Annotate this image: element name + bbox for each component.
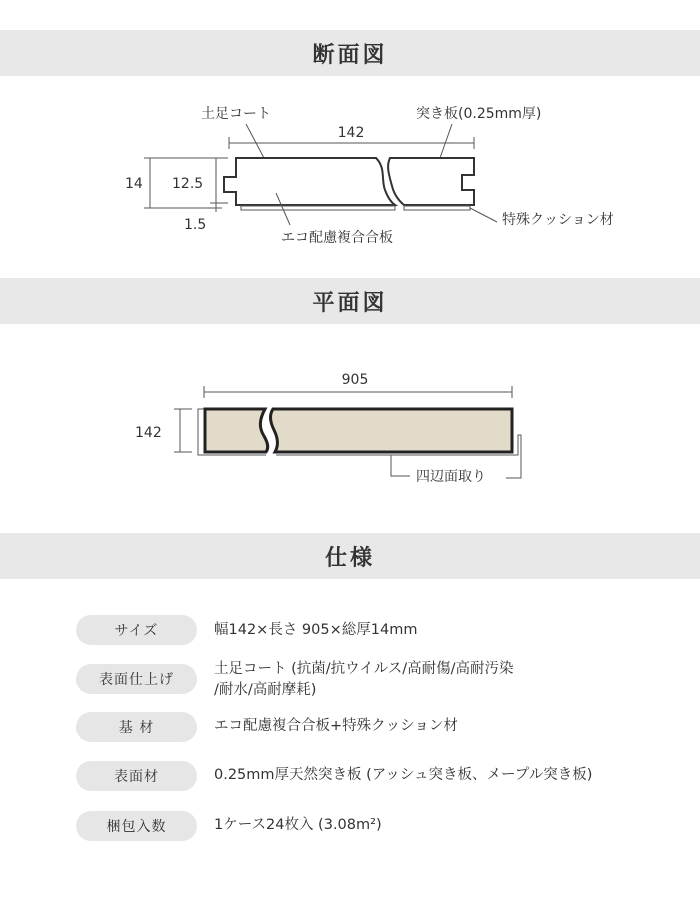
spec-label-surface: 表面材 — [76, 761, 197, 791]
floor-coat-leader — [246, 124, 264, 158]
cushion-layer-left — [241, 206, 395, 210]
cushion-label: 特殊クッション材 — [502, 212, 614, 228]
spec-value-surface: 0.25mm厚天然突き板 (アッシュ突き板、メープル突き板) — [214, 767, 593, 783]
spec-value-base: エコ配慮複合合板+特殊クッション材 — [214, 718, 458, 734]
spec-header — [0, 533, 700, 579]
plan-board-left — [205, 409, 268, 452]
cross-section-header — [0, 30, 700, 76]
chamfer-leader — [391, 455, 410, 476]
spec-value-finish-cont: /耐水/高耐摩耗) — [214, 682, 317, 698]
cushion-layer-right — [404, 206, 470, 210]
spec-value-finish: 土足コート (抗菌/抗ウイルス/高耐傷/高耐汚染 — [214, 661, 514, 677]
veneer-label: 突き板(0.25mm厚) — [416, 106, 542, 122]
plan-view-title: 平面図 — [312, 290, 388, 316]
cross-section-title: 断面図 — [312, 42, 388, 68]
spec-label-packing: 梱包入数 — [76, 811, 197, 841]
chamfer-label: 四辺面取り — [416, 469, 486, 485]
spec-label-finish: 表面仕上げ — [76, 664, 197, 694]
floor-coat-label: 土足コート — [201, 106, 271, 122]
thickness-total-label: 14 — [125, 176, 143, 192]
plan-view-diagram — [0, 360, 700, 490]
spec-value-size: 幅142×長さ 905×総厚14mm — [214, 622, 418, 638]
spec-value-packing: 1ケース24枚入 (3.08m²) — [214, 817, 382, 833]
spec-title: 仕様 — [324, 545, 375, 571]
length-dimension-label: 905 — [341, 372, 369, 388]
cushion-leader — [470, 208, 497, 222]
plan-width-label: 142 — [135, 425, 162, 441]
board-right-section — [388, 158, 474, 205]
thickness-cushion-label: 1.5 — [184, 217, 207, 233]
plywood-label: エコ配慮複合合板 — [281, 230, 393, 246]
board-left-section — [224, 158, 395, 205]
thickness-body-label: 12.5 — [172, 176, 204, 192]
plan-view-header — [0, 278, 700, 324]
cross-section-diagram — [0, 95, 700, 255]
width-dimension-label: 142 — [337, 125, 365, 141]
spec-label-base: 基 材 — [76, 712, 197, 742]
plan-board-right — [270, 409, 512, 452]
veneer-leader — [440, 124, 452, 158]
spec-label-size: サイズ — [76, 615, 197, 645]
